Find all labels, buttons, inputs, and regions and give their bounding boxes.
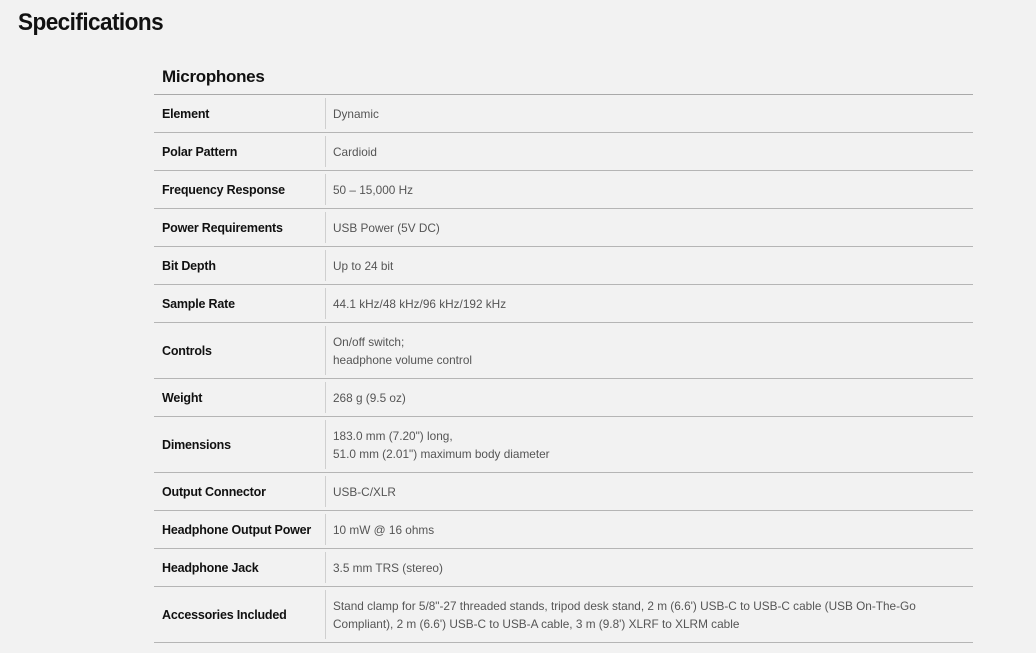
spec-value-line: Compliant), 2 m (6.6') USB-C to USB-A cable, 3 m (9.8') XLRF to XLRM cable <box>333 616 740 631</box>
spec-row <box>154 95 973 133</box>
spec-value-line: Cardioid <box>333 144 377 159</box>
spec-value <box>325 473 973 511</box>
spec-row <box>154 323 973 379</box>
spec-row <box>154 549 973 587</box>
spec-value <box>325 171 973 209</box>
spec-row <box>154 247 973 285</box>
spec-label: Bit Depth <box>154 247 325 285</box>
spec-value <box>325 285 973 323</box>
spec-value-line: Dynamic <box>333 106 379 121</box>
spec-value <box>325 133 973 171</box>
spec-value <box>325 323 973 379</box>
spec-value <box>325 247 973 285</box>
spec-label: Polar Pattern <box>154 133 325 171</box>
spec-row <box>154 285 973 323</box>
spec-value-line: 183.0 mm (7.20") long, <box>333 428 453 443</box>
spec-label: Power Requirements <box>154 209 325 247</box>
spec-value <box>325 511 973 549</box>
spec-label: Frequency Response <box>154 171 325 209</box>
spec-value <box>325 379 973 417</box>
spec-value-line: 51.0 mm (2.01") maximum body diameter <box>333 446 550 461</box>
spec-row <box>154 133 973 171</box>
spec-value-line: 268 g (9.5 oz) <box>333 390 406 405</box>
spec-label: Headphone Jack <box>154 549 325 587</box>
spec-value-line: 3.5 mm TRS (stereo) <box>333 560 443 575</box>
spec-table <box>154 95 973 643</box>
spec-value-line: USB-C/XLR <box>333 484 396 499</box>
section-title: Microphones <box>154 64 973 95</box>
spec-label: Sample Rate <box>154 285 325 323</box>
spec-row <box>154 379 973 417</box>
spec-label: Controls <box>154 323 325 379</box>
spec-label: Element <box>154 95 325 133</box>
spec-label: Dimensions <box>154 417 325 473</box>
spec-row <box>154 417 973 473</box>
spec-value-line: 50 – 15,000 Hz <box>333 182 414 197</box>
spec-label: Accessories Included <box>154 587 325 643</box>
spec-value-line: On/off switch; <box>333 334 405 349</box>
spec-value-line: USB Power (5V DC) <box>333 220 440 235</box>
microphones-spec-section <box>154 64 973 643</box>
spec-value-line: Up to 24 bit <box>333 258 394 273</box>
spec-value-line: 44.1 kHz/48 kHz/96 kHz/192 kHz <box>333 296 507 311</box>
spec-value <box>325 587 973 643</box>
spec-label: Weight <box>154 379 325 417</box>
spec-value <box>325 417 973 473</box>
spec-label: Output Connector <box>154 473 325 511</box>
spec-label: Headphone Output Power <box>154 511 325 549</box>
spec-row <box>154 171 973 209</box>
spec-table-body <box>154 95 973 643</box>
spec-row <box>154 473 973 511</box>
spec-value <box>325 209 973 247</box>
spec-row <box>154 511 973 549</box>
spec-value <box>325 95 973 133</box>
spec-value-line: 10 mW @ 16 ohms <box>333 522 435 537</box>
page-title: Specifications <box>18 9 164 36</box>
spec-value <box>325 549 973 587</box>
spec-row <box>154 587 973 643</box>
spec-value-line: Stand clamp for 5/8"-27 threaded stands, tripod desk stand, 2 m (6.6') USB-C to USB-C cable (USB On-The-Go <box>333 598 916 613</box>
spec-value-line: headphone volume control <box>333 352 473 367</box>
spec-row <box>154 209 973 247</box>
